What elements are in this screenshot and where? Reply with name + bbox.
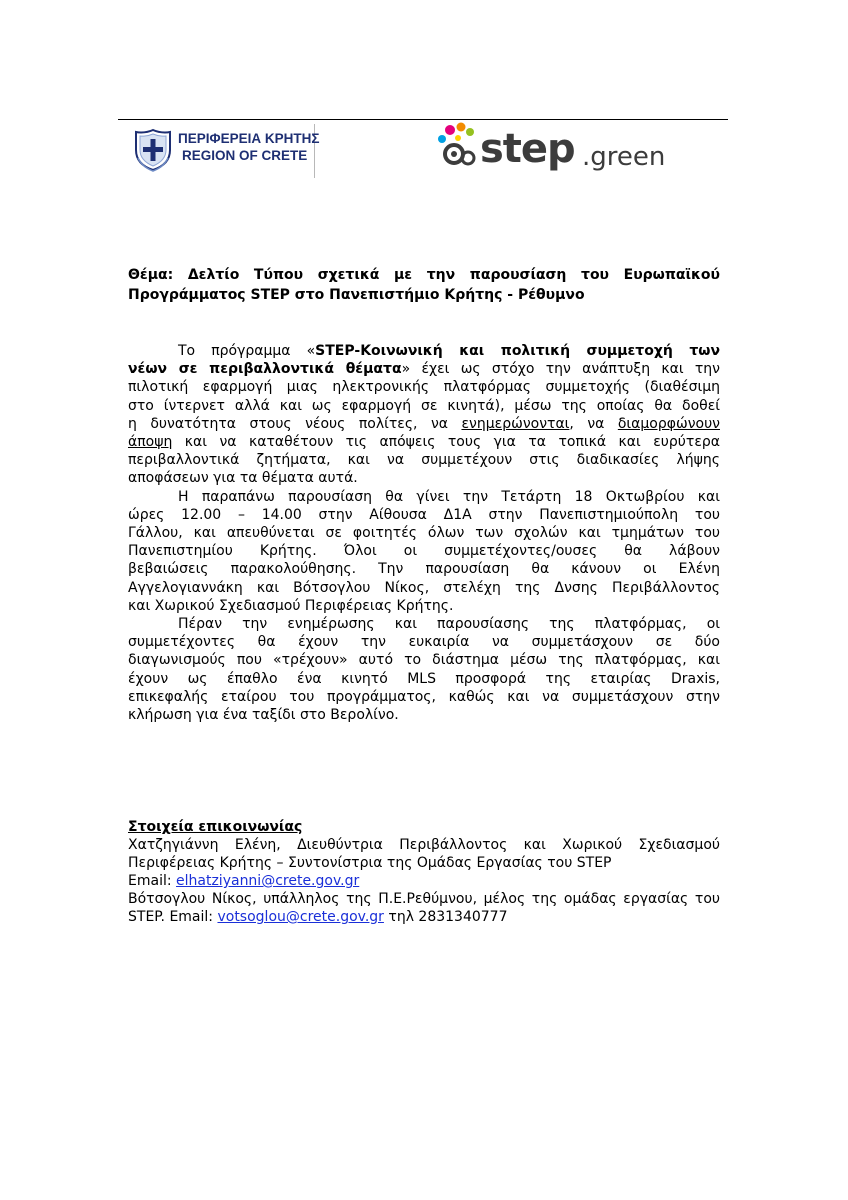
paragraph-line: Πανεπιστημίου Κρήτης. Όλοι οι συμμετέχοντες/ουσες θα λάβουν (128, 543, 720, 560)
contact-line: STEP. Email: votsoglou@crete.gov.gr τηλ 2831340777 (128, 909, 508, 925)
paragraph-line: διαγωνισμούς που «τρέχουν» αυτό το διάστημα μέσω της πλατφόρμας, και (128, 652, 720, 669)
crete-logo-greek-text: ΠΕΡΙΦΕΡΕΙΑ ΚΡΗΤΗΣ (178, 131, 320, 146)
step-green-logo (436, 122, 676, 176)
paragraph-line: Γάλλου, και απευθύνεται σε φοιτητές όλων των σχολών και τμημάτων του (128, 525, 720, 542)
subject-heading (128, 265, 720, 305)
contact-line: Περιφέρειας Κρήτης – Συντονίστρια της Ομάδας Εργασίας του STEP (128, 855, 612, 871)
contact-line: Χατζηγιάννη Ελένη, Διευθύντρια Περιβάλλοντος και Χωρικού Σχεδιασμού (128, 837, 720, 853)
paragraph-line: στο ίντερνετ αλλά και ως εφαρμογή σε κινητά), μέσω της οποίας θα δοθεί (128, 397, 720, 414)
paragraph-line: πιλοτική εφαρμογή μιας ηλεκτρονικής πλατφόρμας συμμετοχής (διαθέσιμη (128, 379, 720, 396)
crete-logo-english-text: REGION OF CRETE (182, 148, 308, 163)
step-logo-word: step (480, 126, 575, 172)
contact-line: Email: elhatziyanni@crete.gov.gr (128, 873, 360, 889)
paragraph-line: Το πρόγραμμα «STEP-Κοινωνική και πολιτική συμμετοχή των (178, 343, 720, 359)
paragraph-line: άποψη και να καταθέτουν τις απόψεις τους για τα τοπικά και ευρύτερα (128, 434, 720, 451)
paragraph-line: Πέραν την ενημέρωσης και παρουσίασης της πλατφόρμας, οι (178, 616, 720, 633)
subject-line: Προγράμματος STEP στο Πανεπιστήμιο Κρήτης - Ρέθυμνο (128, 287, 585, 303)
region-of-crete-logo (128, 124, 320, 178)
paragraph-line: βεβαιώσεις παρακολούθησης. Την παρουσίαση θα κάνουν οι Ελένη (128, 561, 720, 578)
paragraph-line: Αγγελογιαννάκη και Βότσογλου Νίκος, στελέχη της Δνσης Περιβάλλοντος (128, 579, 720, 596)
paragraph-line: ώρες 12.00 – 14.00 στην Αίθουσα Δ1Α στην Πανεπιστημιούπολη του (128, 506, 720, 523)
paragraph-line: Η παραπάνω παρουσίαση θα γίνει την Τετάρτη 18 Οκτωβρίου και (178, 488, 720, 505)
email-link[interactable]: votsoglou@crete.gov.gr (217, 909, 384, 925)
contacts-title: Στοιχεία επικοινωνίας (128, 819, 303, 835)
paragraph-line: αποφάσεων για τα θέματα αυτά. (128, 470, 358, 487)
step-flower-icon (436, 122, 482, 174)
paragraph-line: η δυνατότητα στους νέους πολίτες, να ενημερώνονται, να διαμορφώνουν (128, 415, 720, 432)
greek-emblem-icon (132, 128, 174, 172)
region-of-crete-wordmark (178, 130, 319, 164)
paragraph-line: νέων σε περιβαλλοντικά θέματα» έχει ως στόχο την ανάπτυξη και την (128, 361, 720, 378)
step-logo-suffix: .green (582, 142, 666, 172)
contact-details (128, 818, 720, 926)
email-link[interactable]: elhatziyanni@crete.gov.gr (176, 873, 360, 889)
header-divider (118, 119, 728, 120)
paragraph-line: περιβαλλοντικά ζητήματα, και να συμμετέχουν στις διαδικασίες λήψης (128, 452, 720, 469)
paragraph-line: συμμετέχοντες θα έχουν την ευκαιρία να συμμετάσχουν σε δύο (128, 634, 720, 651)
paragraph-line: και Χωρικού Σχεδιασμού Περιφέρειας Κρήτης. (128, 597, 454, 614)
paragraph-line: έχουν ως έπαθλο ένα κινητό MLS προσφορά της εταιρίας Draxis, (128, 670, 720, 687)
press-release-body (128, 342, 720, 724)
subject-line: Θέμα: Δελτίο Τύπου σχετικά με την παρουσίαση του Ευρωπαϊκού (128, 267, 720, 283)
contact-line: Βότσογλου Νίκος, υπάλληλος της Π.Ε.Ρεθύμνου, μέλος της ομάδας εργασίας του (128, 891, 720, 907)
paragraph-line: επικεφαλής εταίρου του προγράμματος, καθώς και να συμμετάσχουν στην (128, 688, 720, 705)
paragraph-line: κλήρωση για ένα ταξίδι στο Βερολίνο. (128, 707, 399, 724)
